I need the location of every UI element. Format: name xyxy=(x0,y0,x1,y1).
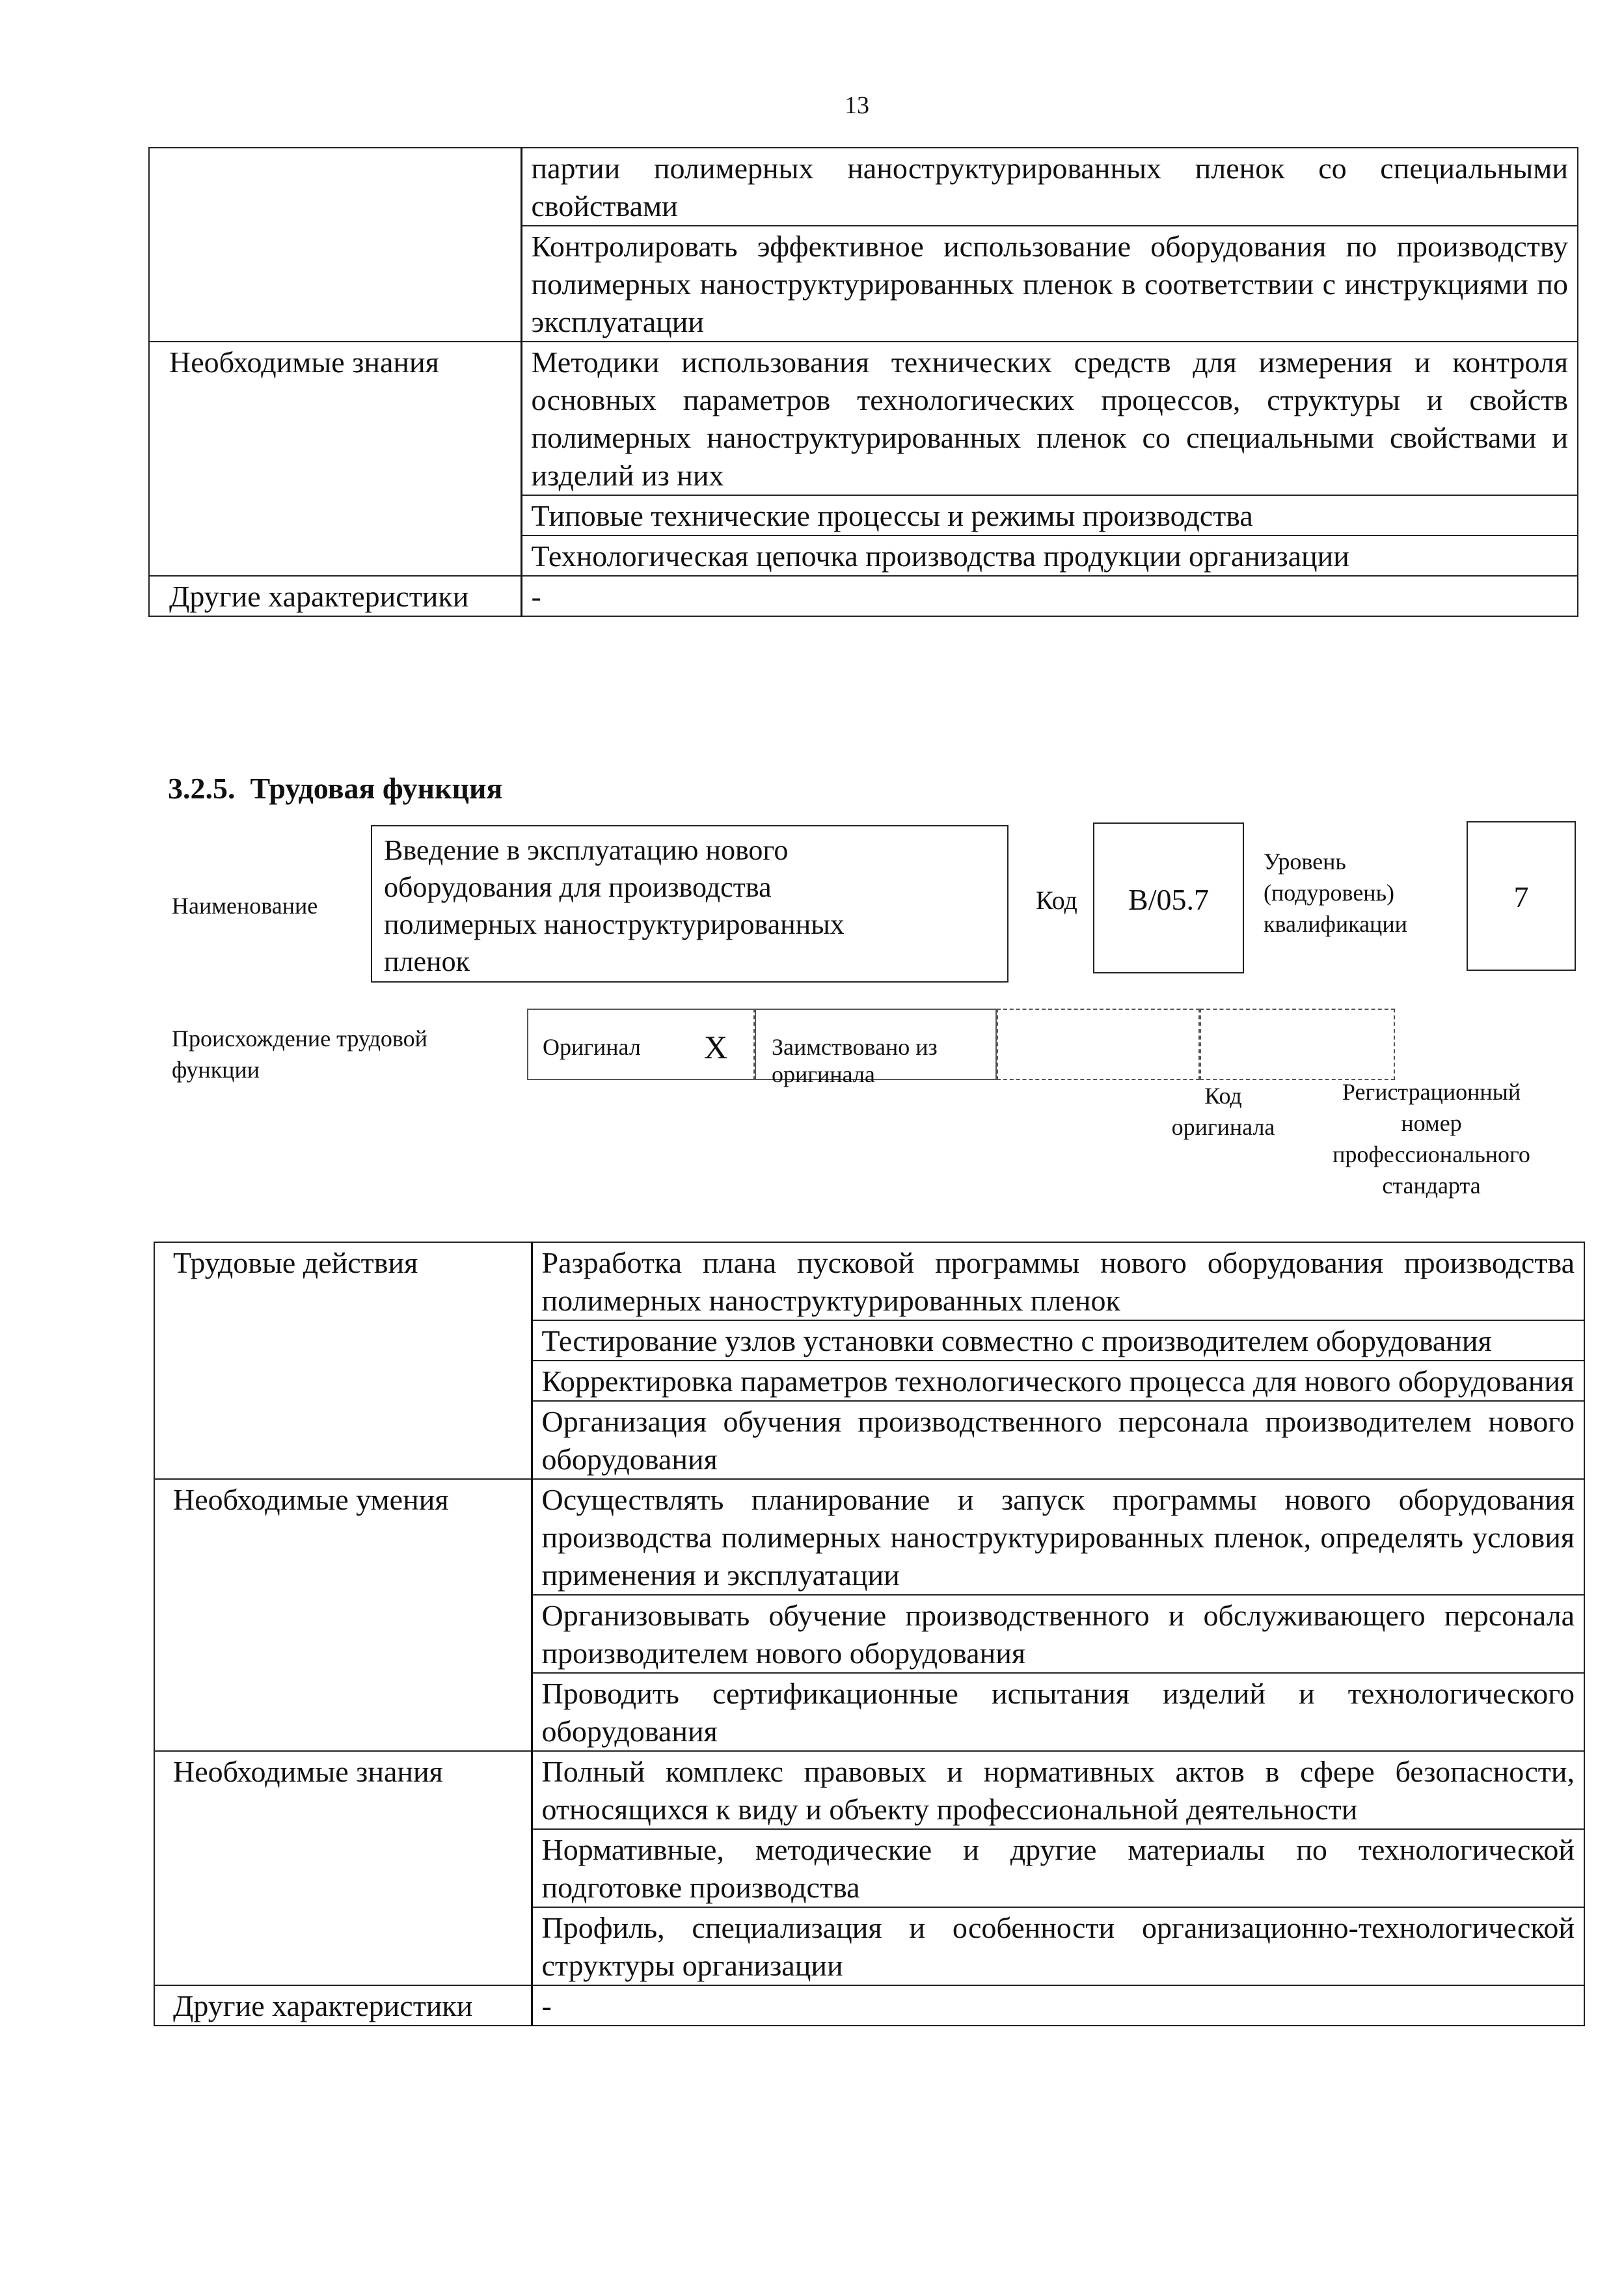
code-label: Код xyxy=(1036,886,1077,915)
table-item: - xyxy=(521,576,1578,616)
level-label xyxy=(1264,846,1407,940)
level-label-line: Уровень xyxy=(1264,849,1346,875)
table-label-cell xyxy=(149,148,521,342)
level-value-box: 7 xyxy=(1467,821,1576,971)
table-label-actions: Трудовые действия xyxy=(154,1242,532,1479)
table-item: Типовые технические процессы и режимы производства xyxy=(521,495,1578,536)
table-item: Тестирование узлов установки совместно с производителем оборудования xyxy=(532,1320,1584,1361)
origin-reg-cell xyxy=(1200,1009,1395,1080)
level-label-line: квалификации xyxy=(1264,911,1407,937)
function-name-line: Введение в эксплуатацию нового xyxy=(384,834,789,866)
table-item: Контролировать эффективное использование оборудования по производству полимерных наноструктурированных пленок в соответствии с инструкциями по эксплуатации xyxy=(521,226,1578,342)
table-item: Технологическая цепочка производства продукции организации xyxy=(521,536,1578,576)
function-table xyxy=(154,1242,1585,2026)
registration-caption xyxy=(1314,1076,1549,1201)
table-label-knowledge: Необходимые знания xyxy=(149,342,521,576)
table-item: Проводить сертификационные испытания изделий и технологического оборудования xyxy=(532,1673,1584,1751)
caption-line: профессионального xyxy=(1333,1141,1530,1167)
table-item: Нормативные, методические и другие материалы по технологической подготовке производства xyxy=(532,1829,1584,1907)
level-label-line: (подуровень) xyxy=(1264,880,1394,906)
function-name-line: полимерных наноструктурированных xyxy=(384,908,845,940)
table-item: Методики использования технических средств для измерения и контроля основных параметров технологических процессов, структуры и свойств полимерных наноструктурированных пленок со специальными свойствами и изделий из них xyxy=(521,342,1578,495)
caption-line: номер xyxy=(1401,1110,1462,1136)
table-item: Полный комплекс правовых и нормативных актов в сфере безопасности, относящихся к виду и объекту профессиональной деятельности xyxy=(532,1751,1584,1829)
origin-code-cell xyxy=(997,1009,1200,1080)
code-original-caption xyxy=(1158,1080,1288,1143)
table-item: Профиль, специализация и особенности организационно-технологической структуры организации xyxy=(532,1907,1584,1985)
name-label: Наименование xyxy=(172,893,318,919)
table-label-skills: Необходимые умения xyxy=(154,1479,532,1751)
table-label-other: Другие характеристики xyxy=(149,576,521,616)
caption-line: Регистрационный xyxy=(1342,1079,1521,1105)
table-item: Организовывать обучение производственного и обслуживающего персонала производителем нового оборудования xyxy=(532,1595,1584,1673)
section-title xyxy=(168,771,502,806)
origin-original-label: Оригинал xyxy=(543,1034,641,1060)
function-name-line: пленок xyxy=(384,945,470,977)
table-label-other: Другие характеристики xyxy=(154,1985,532,2026)
origin-original-cell xyxy=(527,1009,755,1080)
caption-line: оригинала xyxy=(1171,1114,1275,1140)
origin-borrowed-cell: Заимствовано из оригинала xyxy=(755,1009,997,1080)
table-item: Корректировка параметров технологического процесса для нового оборудования xyxy=(532,1361,1584,1401)
origin-original-mark: X xyxy=(704,1029,728,1065)
code-value-box: В/05.7 xyxy=(1093,822,1244,973)
table-item: Разработка плана пусковой программы нового оборудования производства полимерных наноструктурированных пленок xyxy=(532,1242,1584,1320)
page-number: 13 xyxy=(845,92,869,119)
continued-table xyxy=(148,147,1578,617)
section-number: 3.2.5. xyxy=(168,772,236,805)
origin-label-line: Происхождение трудовой xyxy=(172,1026,427,1052)
table-item: - xyxy=(532,1985,1584,2026)
function-name-box xyxy=(371,825,1008,983)
caption-line: стандарта xyxy=(1382,1173,1481,1199)
function-name-line: оборудования для производства xyxy=(384,871,772,903)
table-item: Осуществлять планирование и запуск программы нового оборудования производства полимерных наноструктурированных пленок, определять условия применения и эксплуатации xyxy=(532,1479,1584,1595)
section-title-text: Трудовая функция xyxy=(250,772,503,805)
origin-label xyxy=(172,1023,427,1085)
origin-label-line: функции xyxy=(172,1057,260,1083)
table-item: партии полимерных наноструктурированных пленок со специальными свойствами xyxy=(521,148,1578,226)
table-item: Организация обучения производственного персонала производителем нового оборудования xyxy=(532,1401,1584,1479)
caption-line: Код xyxy=(1204,1083,1242,1109)
table-label-knowledge: Необходимые знания xyxy=(154,1751,532,1985)
